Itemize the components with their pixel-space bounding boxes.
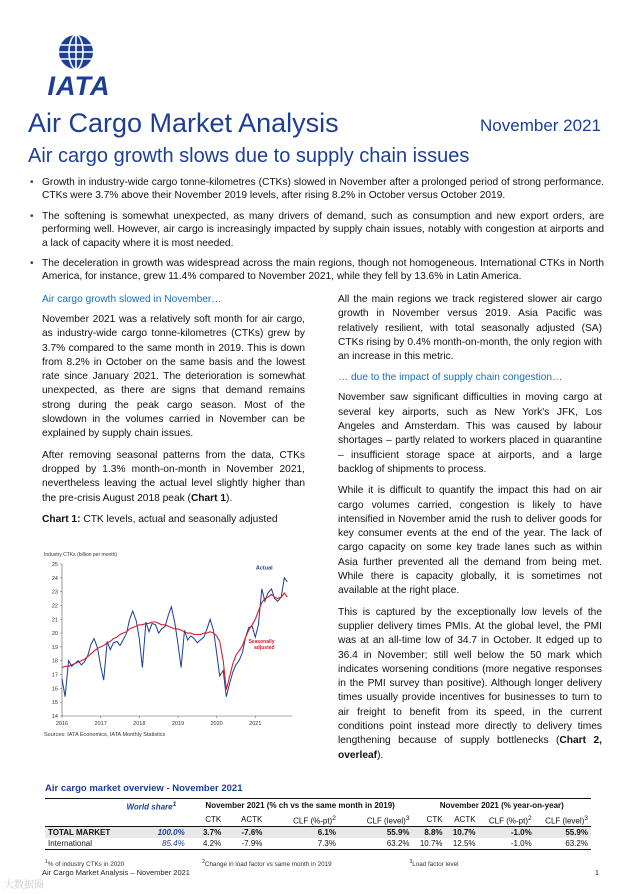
globe-icon [58, 34, 94, 70]
col-header-text: CTK [426, 814, 443, 824]
chart-caption [42, 513, 305, 527]
summary-bullet: • The deceleration in growth was widespread across the main regions, though not homogeneous. International CTKs in North America, for instance, grew 11.4% compared to November 2021, while they fell by 13.6% in Latin America. [30, 257, 604, 284]
x-tick-label: 2021 [249, 721, 262, 727]
footnote-marker: 2 [201, 859, 205, 865]
table-cell: 10.7% [446, 827, 479, 839]
footnote-marker: 1 [172, 801, 177, 808]
col-header [265, 813, 339, 827]
col-header-text: CTK [205, 814, 222, 824]
col-header [479, 813, 535, 827]
footnote-text: % of industry CTKs in 2020 [47, 861, 125, 869]
footnote-text: Load factor level [412, 861, 459, 869]
market-overview-table [45, 798, 591, 850]
paragraph-text: ). [377, 749, 384, 761]
table-cell: -1.0% [479, 838, 535, 850]
y-tick-label: 24 [51, 575, 58, 582]
y-tick-label: 16 [51, 686, 58, 693]
report-date: November 2021 [480, 116, 601, 135]
actual-series-label: Actual [255, 565, 273, 572]
group-header-yoy: November 2021 (% year-on-year) [413, 799, 591, 813]
table-cell: 4.2% [188, 838, 225, 850]
table-cell: 10.7% [413, 838, 446, 850]
logo-wordmark: IATA [47, 71, 111, 101]
table-cell: 63.2% [535, 838, 591, 850]
page-number: 1 [594, 868, 599, 877]
group-header-2019: November 2021 (% ch vs the same month in 2019) [188, 799, 413, 813]
table-cell: 55.9% [339, 827, 413, 839]
iata-logo [30, 34, 128, 100]
y-tick-label: 18 [51, 658, 58, 665]
right-column [338, 293, 602, 770]
row-label: International [45, 838, 124, 850]
y-tick-label: 17 [51, 672, 58, 679]
table-cell: 3.7% [188, 827, 225, 839]
y-tick-label: 25 [51, 562, 58, 568]
col-header [535, 813, 591, 827]
paragraph-text: This is captured by the exceptionally low levels of the supplier delivery times PMIs. At the global level, the PMI was at an all-time low of 34.7 in October. It edged up to 36.4 in November; still well below the 50 mark which indicates worsening conditions (more negative responses in the PMI survey than positive). Although longer delivery times usually provide incentives for businesses to turn to air freight to benefit from its speed, in the current conditions point instead more directly to delivery times lengthening because of supply bottlenecks ( [338, 606, 602, 747]
table-cell: -1.0% [479, 827, 535, 839]
chart-reference: Chart 2, overleaf [338, 735, 602, 761]
col-header-text: CLF (level) [545, 816, 585, 826]
share-header [124, 799, 188, 813]
y-tick-label: 22 [51, 603, 58, 610]
body-paragraph: November 2021 was a relatively soft month for air cargo, as industry-wide cargo tonne-kilometres (CTKs) grew by 3.7% compared to the same month in 2019. This is down from 8.2% in October on the same basis and the lowest rate since January 2021. The deterioration is somewhat unexpected, as there are signs that demand remains strong during the peak cargo season. Most of the slowdown in the volumes carried in November can be explained by supply chain issues. [42, 314, 305, 440]
chart-reference: Chart 1 [190, 492, 227, 504]
footnote [409, 861, 496, 868]
summary-bullet: • The softening is somewhat unexpected, as many drivers of demand, such as consumption and new export orders, are performing well. However, air cargo is increasingly impacted by supply chain issues, notably with congestion at airports and a lack of capacity where it is most needed. [30, 210, 604, 250]
col-header [224, 813, 265, 827]
summary-bullets [30, 176, 604, 291]
body-paragraph: All the main regions we track registered slower air cargo growth in November versus 2019. Asia Pacific was relatively resilient, with total seasonally adjusted (SA) CTKs rising by 0.4% month-on-month, the only region with an increase in this metric. [338, 294, 602, 363]
col-header [413, 813, 446, 827]
footnote-marker: 1 [45, 859, 48, 865]
x-tick-label: 2017 [94, 721, 107, 727]
body-paragraph [42, 449, 305, 506]
table-cell: 63.2% [339, 838, 413, 850]
summary-bullet: • Growth in industry-wide cargo tonne-kilometres (CTKs) slowed in November after a prolonged period of strong performance. CTKs were 3.7% above their November 2019 levels, after rising 8.2% in October versus October 2019. [30, 176, 604, 203]
share-cell: 100.0% [124, 827, 188, 839]
chart-caption-text: CTK levels, actual and seasonally adjusted [80, 513, 278, 525]
y-tick-label: 15 [51, 700, 58, 707]
footnote-marker: 3 [584, 814, 588, 822]
sa-series-label-line1: Seasonally [248, 638, 275, 645]
table-cell: 12.5% [446, 838, 479, 850]
col-header [188, 813, 225, 827]
col-header-text: ACTK [241, 814, 263, 824]
y-tick-label: 19 [51, 644, 58, 651]
chart-source: Sources: IATA Economics, IATA Monthly Statistics [44, 732, 166, 738]
body-paragraph [338, 606, 602, 763]
row-label: TOTAL MARKET [45, 827, 124, 839]
table-cell: -7.9% [224, 838, 265, 850]
empty-cell [45, 799, 124, 813]
ctk-chart [42, 548, 304, 742]
body-paragraph: While it is difficult to quantify the impact this had on air cargo volumes carried, congestion is likely to have intensified in November amid the rush to deliver goods for key consumer events at the end of the year. The lack of cargo capacity on some key trade lanes such as within Asia further prevented all the demand from being met. While there is capacity globally, it is sometimes not available at the right place. [338, 485, 602, 597]
x-tick-label: 2018 [133, 721, 146, 727]
col-header-text: CLF (level) [366, 816, 406, 826]
table-cell: 6.1% [265, 827, 339, 839]
table-footnotes [45, 859, 591, 868]
table-column-header [45, 813, 591, 827]
left-column [42, 293, 305, 527]
y-tick-label: 14 [51, 714, 58, 720]
table-cell: 55.9% [535, 827, 591, 839]
footnote [202, 861, 370, 868]
body-paragraph: November saw significant difficulties in moving cargo at several key airports, such as New York's JFK, Los Angeles and Amsterdam. This was caused by labour shortages – partly related to workers placed in quarantine – insufficient storage space at airports, and a large backlog of shipments to process. [338, 392, 602, 475]
x-tick-label: 2019 [171, 721, 185, 727]
table-cell: -7.6% [224, 827, 265, 839]
col-header-text: ACTK [454, 814, 476, 824]
y-tick-label: 23 [51, 589, 58, 596]
x-tick-label: 2020 [210, 721, 223, 727]
y-axis-label: Industry CTKs (billion per month) [44, 552, 118, 558]
col-header-text: CLF (%-pt) [293, 816, 333, 826]
paragraph-text: After removing seasonal patterns from the data, CTKs dropped by 1.3% month-on-month in November 2021, nevertheless leaving the actual level slightly higher than the pre-crisis August 2018 peak ( [42, 449, 305, 504]
empty-cell [45, 813, 124, 827]
paragraph-text: ). [226, 492, 233, 504]
col-header [339, 813, 413, 827]
col-header [446, 813, 479, 827]
table-cell: 7.3% [265, 838, 339, 850]
share-header-text: World share [126, 802, 173, 812]
footnote-marker: 2 [332, 814, 336, 822]
table-title: Air cargo market overview - November 2021 [45, 783, 243, 794]
actual-series-line [62, 578, 287, 697]
sa-series-label-line2: adjusted [254, 644, 275, 651]
footnote-text: Change in load factor vs same month in 2019 [204, 861, 332, 869]
footer-text: Air Cargo Market Analysis – November 2021 [42, 868, 190, 877]
y-tick-label: 21 [51, 617, 58, 624]
table-row [45, 838, 591, 850]
empty-cell [124, 813, 188, 827]
watermark: 大数据圈 [4, 880, 44, 891]
section-heading: … due to the impact of supply chain congestion… [338, 372, 563, 384]
y-tick-label: 20 [51, 631, 58, 638]
page-subtitle: Air cargo growth slows due to supply chain issues [28, 145, 470, 167]
footnote-marker: 3 [409, 859, 413, 865]
footnote-marker: 3 [405, 814, 410, 822]
table-row [45, 827, 591, 839]
x-tick-label: 2016 [55, 721, 69, 727]
footnote-marker: 2 [528, 814, 532, 822]
chart-caption-label: Chart 1: [42, 513, 81, 525]
share-cell: 85.4% [124, 838, 188, 850]
col-header-text: CLF (%-pt) [488, 816, 529, 826]
table-cell: 8.8% [413, 827, 446, 839]
page-title: Air Cargo Market Analysis [28, 108, 339, 138]
table-group-header [45, 799, 591, 813]
section-heading: Air cargo growth slowed in November… [42, 294, 222, 305]
